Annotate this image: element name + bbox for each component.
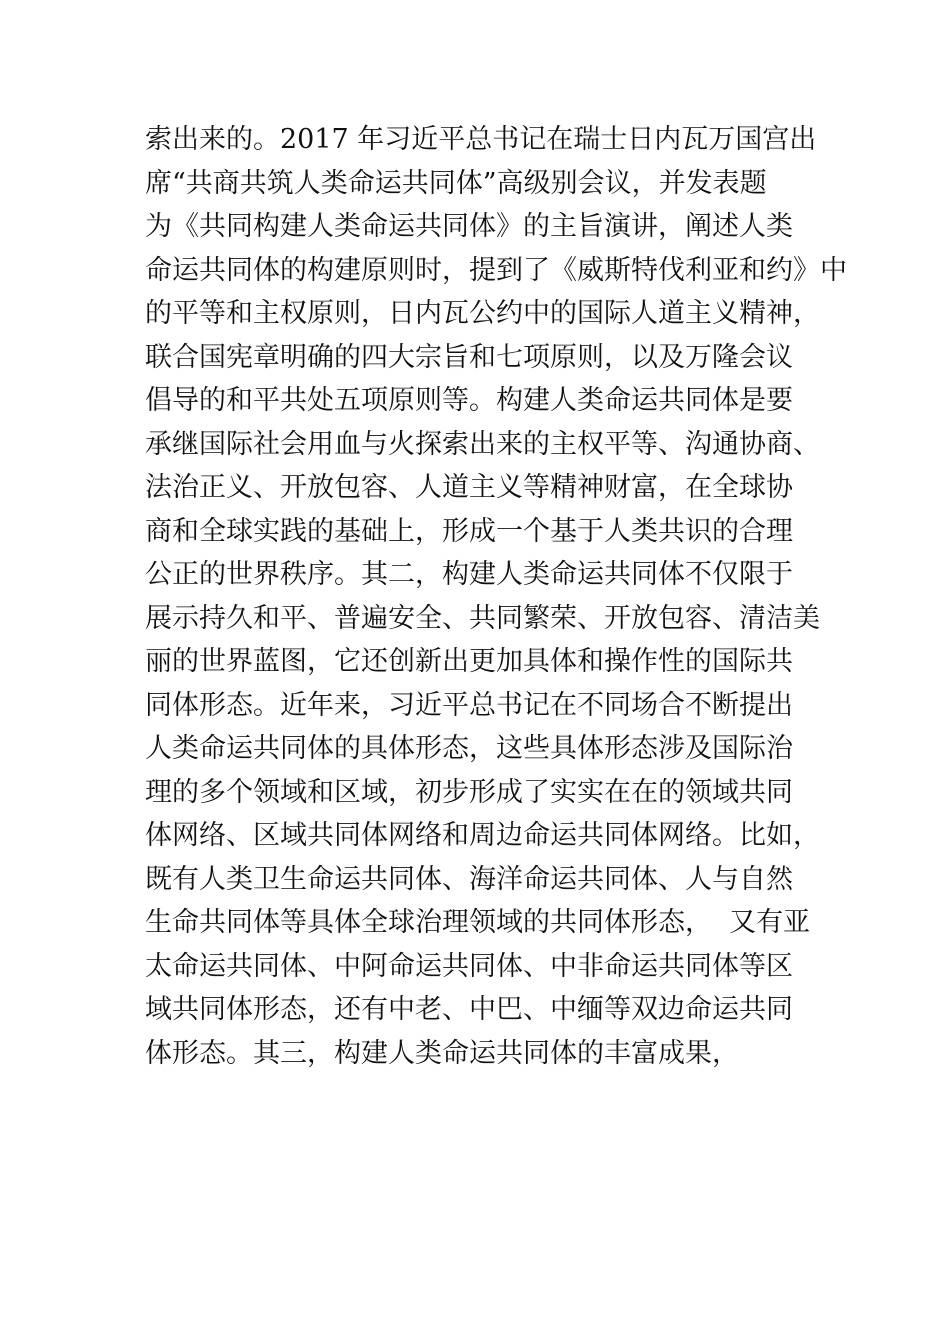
body-text: [145, 118, 847, 1075]
text-line: 索出来的。2017 年习近平总书记在瑞士日内瓦万国宫出: [145, 124, 817, 155]
text-line: 的平等和主权原则，日内瓦公约中的国际人道主义精神，: [145, 298, 820, 329]
text-line: 同体形态。近年来，习近平总书记在不同场合不断提出: [145, 689, 793, 721]
text-line: 席“共商共筑人类命运共同体”高级别会议，并发表题: [145, 167, 767, 199]
text-line: 联合国宪章明确的四大宗旨和七项原则，以及万隆会议: [145, 341, 793, 373]
text-line: 生命共同体等具体全球治理领域的共同体形态， 又有亚: [145, 907, 811, 938]
text-line: 既有人类卫生命运共同体、海洋命运共同体、人与自然: [145, 863, 793, 895]
text-line: 公正的世界秩序。其二，构建人类命运共同体不仅限于: [145, 559, 793, 590]
text-line: 域共同体形态，还有中老、中巴、中缅等双边命运共同: [145, 994, 793, 1025]
text-line: 商和全球实践的基础上，形成一个基于人类共识的合理: [145, 515, 793, 547]
text-line: 丽的世界蓝图，它还创新出更加具体和操作性的国际共: [145, 646, 793, 677]
text-line: 体形态。其三，构建人类命运共同体的丰富成果，: [145, 1037, 739, 1069]
text-line: 承继国际社会用血与火探索出来的主权平等、沟通协商、: [145, 428, 820, 460]
text-line: 法治正义、开放包容、人道主义等精神财富，在全球协: [145, 472, 793, 503]
text-line: 体网络、区域共同体网络和周边命运共同体网络。比如，: [145, 820, 820, 851]
text-line: 太命运共同体、中阿命运共同体、中非命运共同体等区: [145, 950, 793, 982]
text-line: 命运共同体的构建原则时，提到了《威斯特伐利亚和约》中: [145, 254, 847, 286]
text-line: 理的多个领域和区域，初步形成了实实在在的领域共同: [145, 776, 793, 808]
text-line: 人类命运共同体的具体形态，这些具体形态涉及国际治: [145, 733, 793, 764]
text-line: 倡导的和平共处五项原则等。构建人类命运共同体是要: [145, 385, 793, 416]
text-line: 为《共同构建人类命运共同体》的主旨演讲，阐述人类: [145, 211, 793, 242]
text-line: 展示持久和平、普遍安全、共同繁荣、开放包容、清洁美: [145, 602, 820, 634]
